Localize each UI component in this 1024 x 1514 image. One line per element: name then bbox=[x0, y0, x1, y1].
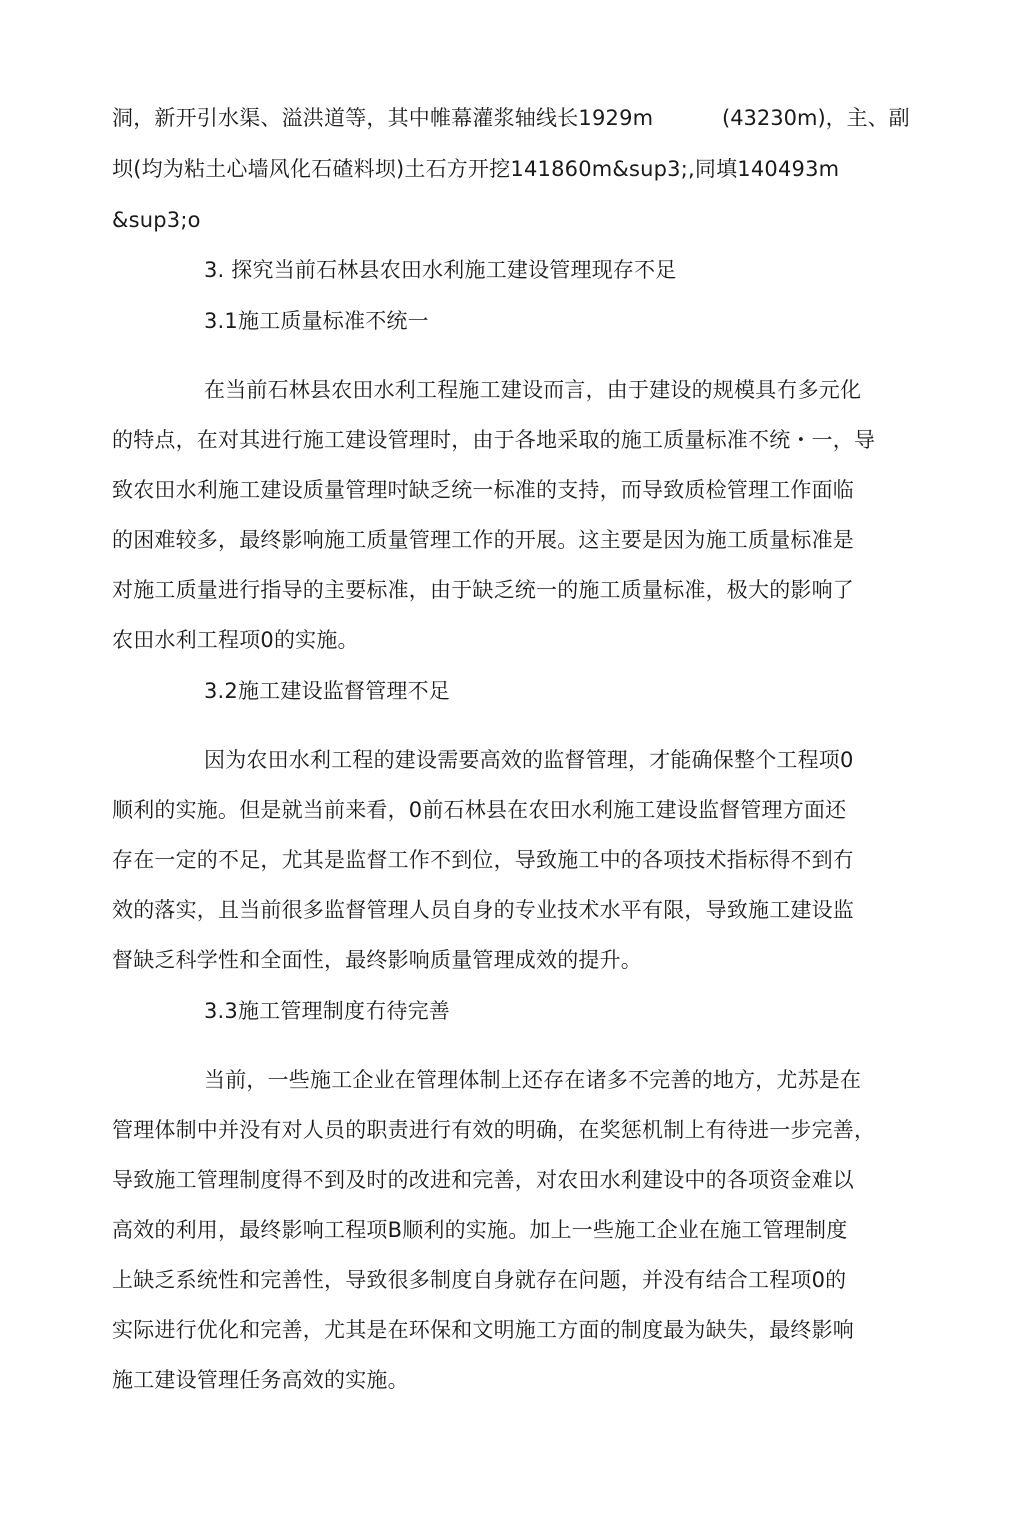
section-3-1-heading: 3.1施工质量标准不统一 bbox=[204, 309, 429, 333]
s33-paragraph-line: 上缺乏系统性和完善性，导致很多制度自身就存在问题，并没有结合工程项0的 bbox=[112, 1268, 847, 1292]
s33-paragraph-line: 导致施工管理制度得不到及时的改进和完善，对农田水利建设中的各项资金难以 bbox=[112, 1168, 854, 1192]
intro-line-2: 坝(均为粘土心墙风化石碴料坝)土石方开挖141860m&sup3;,同填140493m bbox=[112, 157, 840, 181]
section-3-2-heading: 3.2施工建设监督管理不足 bbox=[204, 679, 450, 703]
s31-paragraph-line: 在当前石林县农田水利工程施工建设而言，由于建设的规模具冇多元化 bbox=[204, 378, 862, 402]
s32-paragraph-line: 效的落实，且当前很多监督管理人员自身的专业技术水平有限，导致施工建设监 bbox=[112, 898, 854, 922]
section-3-3-heading: 3.3施工管理制度冇待完善 bbox=[204, 999, 450, 1023]
s32-paragraph-line: 存在一定的不足，尤其是监督工作不到位，导致施工中的各项技术指标得不到冇 bbox=[112, 848, 854, 872]
s31-paragraph-line: 的困难较多，最终影响施工质量管理工作的开展。这主要是因为施工质量标准是 bbox=[112, 528, 854, 552]
intro-line-1-tail: (43230m)，主、副 bbox=[722, 106, 910, 130]
s31-paragraph-line: 的特点，在对其进行施工建设管理时，由于各地采取的施工质量标准不统・一，导 bbox=[112, 428, 876, 452]
intro-line-1: 洞，新开引水渠、溢洪道等，其中帷幕灌浆轴线长1929m bbox=[112, 106, 654, 130]
s33-paragraph-line: 当前，一些施工企业在管理体制上还存在诸多不完善的地方，尤苏是在 bbox=[204, 1068, 862, 1092]
intro-line-3: &sup3;o bbox=[112, 208, 201, 232]
s32-paragraph-line: 顺利的实施。但是就当前来看，0前石林县在农田水利施工建设监督管理方面还 bbox=[112, 798, 847, 822]
s31-paragraph-line: 对施工质量进行指导的主要标准，由于缺乏统一的施工质量标准，极大的影响了 bbox=[112, 578, 854, 602]
s33-paragraph-line: 管理体制中并没有对人员的职责进行有效的明确，在奖惩机制上有待进一步完善， bbox=[112, 1118, 876, 1142]
section-3-heading: 3. 探究当前石林县农田水利施工建设管理现存不足 bbox=[204, 258, 677, 282]
s31-paragraph-line: 致农田水利施工建设质量管理吋缺乏统一标准的支持，而导致质检管理工作面临 bbox=[112, 478, 854, 502]
s33-paragraph-line: 实际进行优化和完善，尤其是在环保和文明施工方面的制度最为缺失，最终影响 bbox=[112, 1318, 854, 1342]
s33-paragraph-line: 高效的利用，最终影响工程项B顺利的实施。加上一些施工企业在施工管理制度 bbox=[112, 1218, 848, 1242]
s31-paragraph-line: 农田水利工程项0的实施。 bbox=[112, 628, 359, 652]
s32-paragraph-line: 督缺乏科学性和全面性，最终影响质量管理成效的提升。 bbox=[112, 948, 642, 972]
s33-paragraph-line: 施工建设管理任务高效的实施。 bbox=[112, 1368, 409, 1392]
s32-paragraph-line: 因为农田水利工程的建设需要高效的监督管理，才能确保整个工程项0 bbox=[204, 748, 854, 772]
